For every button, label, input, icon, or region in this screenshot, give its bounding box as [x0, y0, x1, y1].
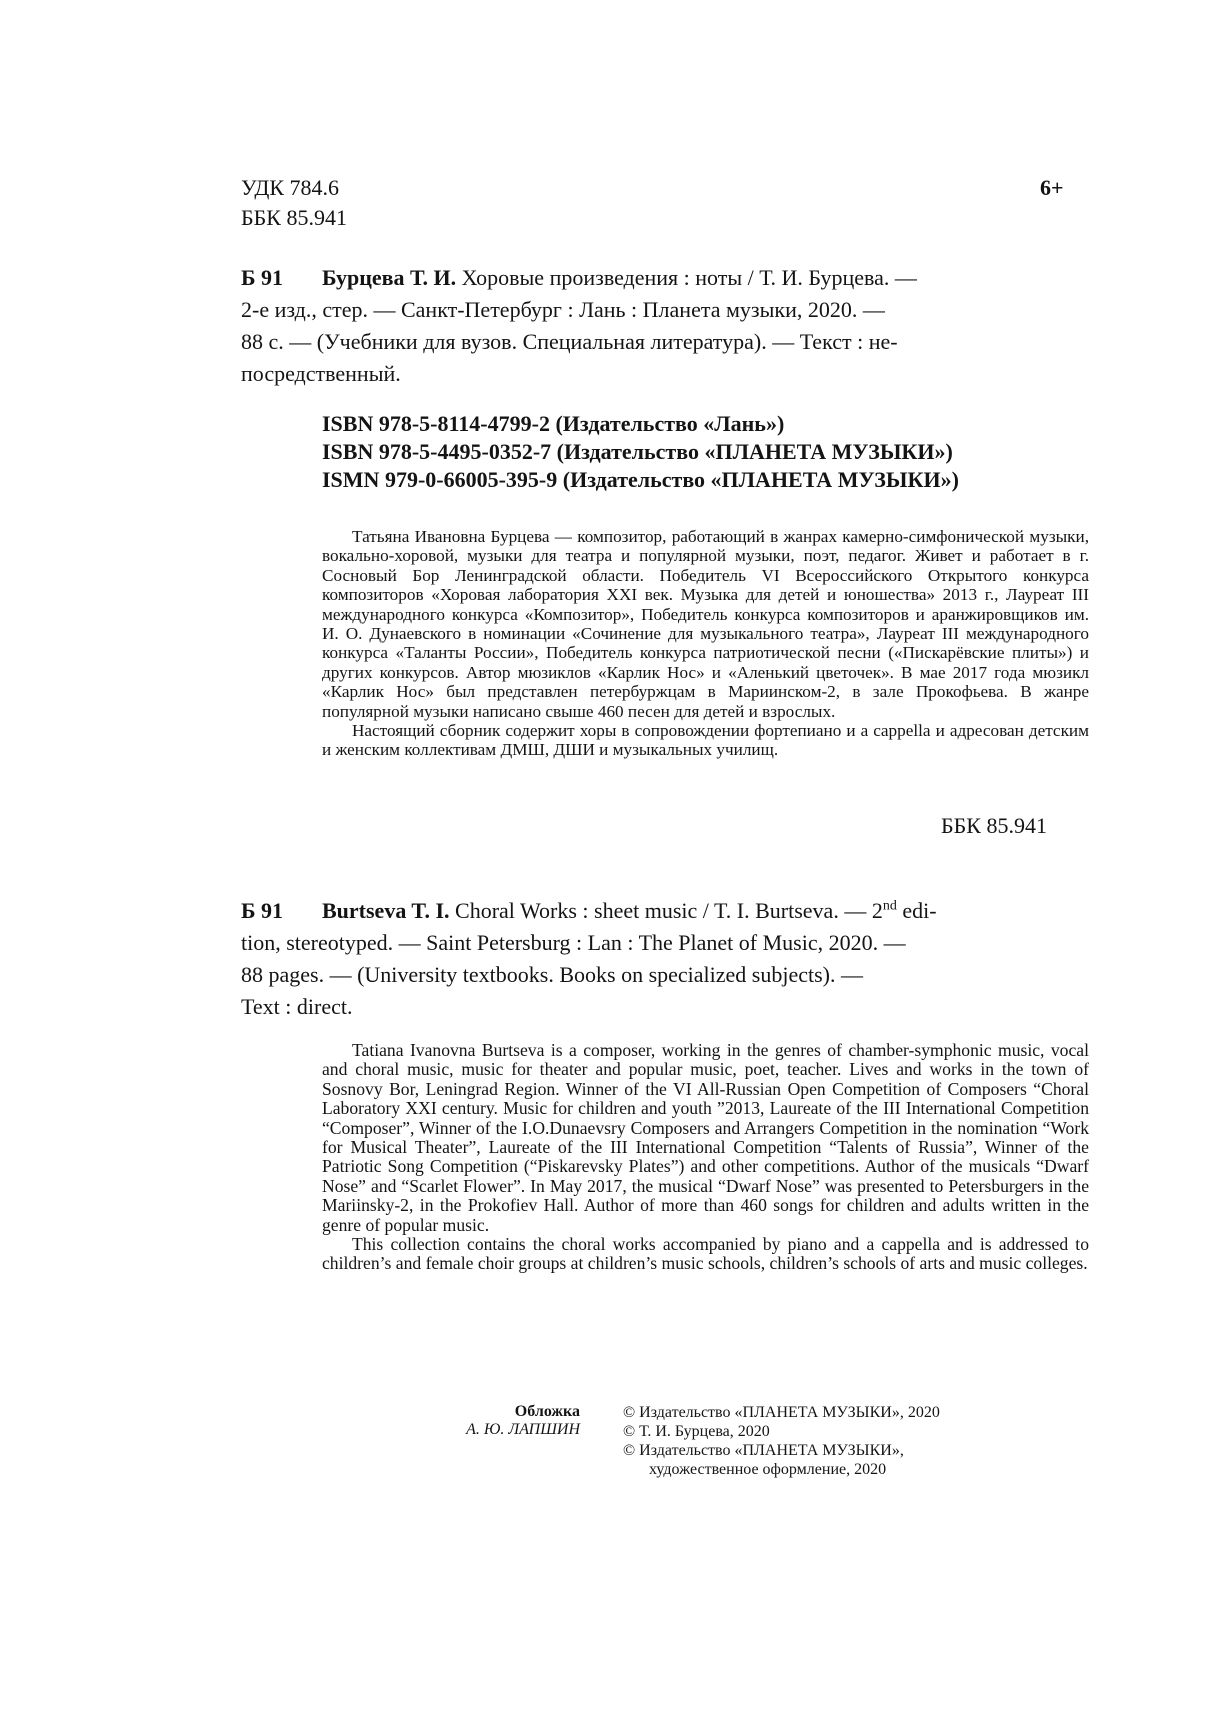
author-mark: Б 91	[241, 898, 284, 923]
copyright-line: © Издательство «ПЛАНЕТА МУЗЫКИ», 2020	[623, 1404, 940, 1421]
edition-line: tion, stereotyped. — Saint Petersburg : Lan : The Planet of Music, 2020. —	[241, 930, 906, 955]
copyright-line: © Т. И. Бурцева, 2020	[623, 1423, 770, 1440]
form-line: посредственный.	[241, 361, 401, 386]
cover-credit	[441, 1403, 580, 1439]
form-line: Text : direct.	[241, 994, 353, 1019]
author-mark: Б 91	[241, 265, 284, 290]
bibliographic-record-ru	[241, 262, 1089, 390]
pages-line: 88 pages. — (University textbooks. Books on specialized subjects). —	[241, 962, 864, 987]
isbn-block	[322, 410, 959, 494]
ismn-planet: ISMN 979-0-66005-395-9 (Издательство «ПЛАНЕТА МУЗЫКИ»)	[322, 467, 959, 492]
copyright-line: художественное оформление, 2020	[649, 1461, 887, 1478]
annotation-paragraph: Настоящий сборник содержит хоры в сопровождении фортепиано и a cappella и адресован детским и женским коллективам ДМШ, ДШИ и музыкальных училищ.	[322, 721, 1089, 760]
bbk-repeat: ББК 85.941	[941, 813, 1047, 838]
age-rating: 6+	[1040, 175, 1064, 200]
author-name: Burtseva T. I.	[322, 898, 450, 923]
annotation-paragraph: This collection contains the choral works accompanied by piano and a cappella and is addressed to children’s and female choir groups at children’s music schools, children’s schools of arts and music colleges.	[322, 1234, 1089, 1274]
udk-code: УДК 784.6	[241, 175, 340, 200]
edition-line: 2-е изд., стер. — Санкт-Петербург : Лань : Планета музыки, 2020. —	[241, 297, 885, 322]
bibliographic-record-en	[241, 895, 1089, 1023]
classification-codes	[241, 173, 347, 233]
copyright-line: © Издательство «ПЛАНЕТА МУЗЫКИ»,	[623, 1442, 904, 1459]
pages-line: 88 с. — (Учебники для вузов. Специальная литература). — Текст : не-	[241, 329, 898, 354]
annotation-ru	[322, 527, 1089, 760]
isbn-planet: ISBN 978-5-4495-0352-7 (Издательство «ПЛАНЕТА МУЗЫКИ»)	[322, 439, 953, 464]
annotation-en	[322, 1041, 1089, 1274]
author-name: Бурцева Т. И.	[322, 265, 457, 290]
cover-label: Обложка	[514, 1403, 580, 1420]
title-line-end: edi-	[896, 898, 937, 923]
isbn-lan: ISBN 978-5-8114-4799-2 (Издательство «Лань»)	[322, 411, 785, 436]
cover-designer: А. Ю. ЛАПШИН	[466, 1421, 580, 1438]
copyright-block	[623, 1403, 940, 1479]
title-line: Хоровые произведения : ноты / Т. И. Бурцева. —	[456, 265, 917, 290]
annotation-paragraph: Tatiana Ivanovna Burtseva is a composer, working in the genres of chamber-symphonic music, vocal and choral music, music for theater and popular music, poet, teacher. Lives and works in the town of Sosnovy Bor, Leningrad Region. Winner of the VI All-Russian Open Competition of Composers “Choral Laboratory XXI century. Music for children and youth ”2013, Laureate of the III International Competition “Composer”, Winner of the I.O.Dunaevsry Composers and Arrangers Competition in the nomination “Work for Musical Theater”, Laureate of the III International Competition “Talents of Russia”, Winner of the Patriotic Song Competition (“Piskarevsky Plates”) and other competitions. Author of the musicals “Dwarf Nose” and “Scarlet Flower”. In May 2017, the musical “Dwarf Nose” was presented to Petersburgers in the Mariinsky-2, in the Prokofiev Hall. Author of more than 460 songs for children and adults written in the genre of popular music.	[322, 1040, 1089, 1235]
superscript: nd	[882, 898, 897, 914]
annotation-paragraph: Татьяна Ивановна Бурцева — композитор, работающий в жанрах камерно-симфонической музыки, вокально-хоровой, музыки для театра и популярной музыки, поэт, педагог. Живет и работает в г. Сосновый Бор Ленинградской области. Победитель VI Всероссийского Открытого конкурса композиторов «Хоровая лаборатория XXI век. Музыка для детей и юношества» 2013 г., Лауреат III международного конкурса «Композитор», Победитель конкурса композиторов и аранжировщиков им. И. О. Дунаевского в номинации «Сочинение для музыкального театра», Лауреат III международного конкурса «Таланты России», Победитель конкурса патриотической песни («Пискарёвские плиты») и других конкурсов. Автор мюзиклов «Карлик Нос» и «Аленький цветочек». В мае 2017 года мюзикл «Карлик Нос» был представлен петербуржцам в Мариинском-2, в зале Прокофьева. В жанре популярной музыки написано свыше 460 песен для детей и взрослых.	[322, 527, 1089, 721]
title-line: Choral Works : sheet music / T. I. Burtseva. — 2	[449, 898, 883, 923]
bbk-code: ББК 85.941	[241, 205, 347, 230]
